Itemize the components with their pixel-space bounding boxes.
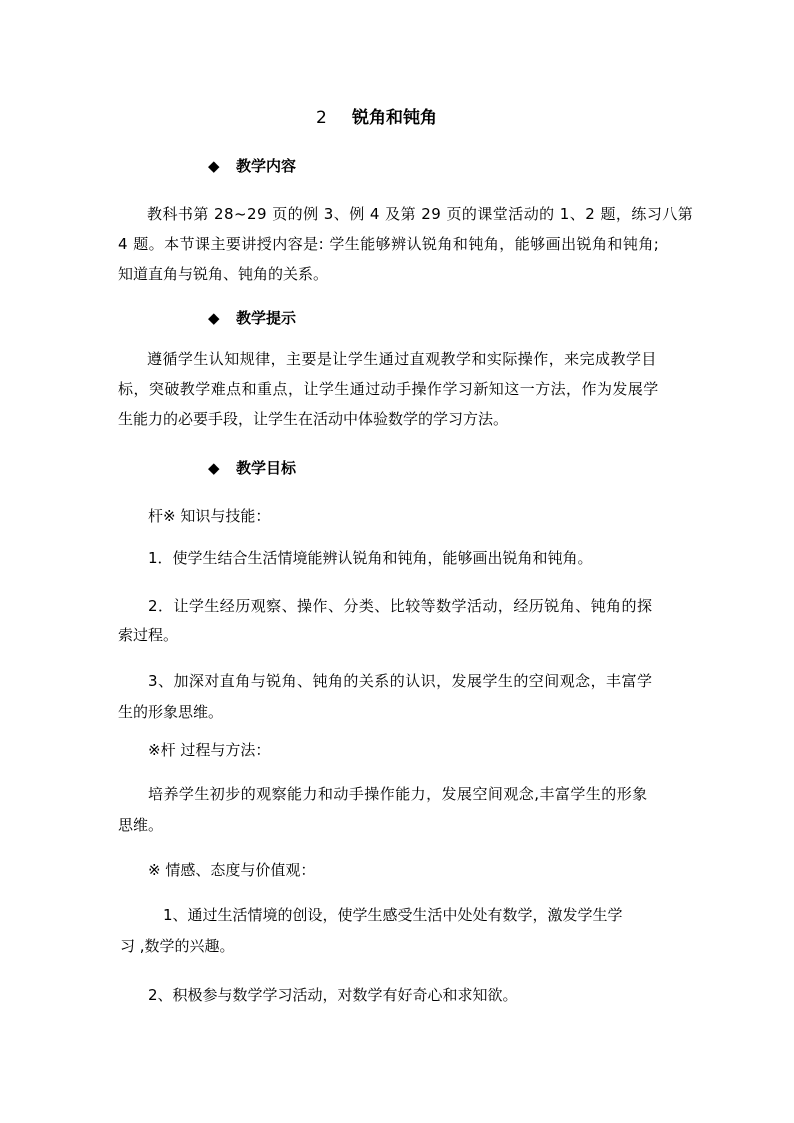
paragraph-line: 培养学生初步的观察能力和动手操作能力，发展空间观念,丰富学生的形象: [148, 785, 648, 803]
paragraph-line: 遵循学生认知规律，主要是让学生通过直观教学和实际操作，来完成教学目: [147, 350, 657, 368]
list-item: 1、通过生活情境的创设，使学生感受生活中处处有数学，激发学生学: [163, 906, 623, 924]
subsection-label-emotion: ※ 情感、态度与价值观：: [148, 861, 316, 879]
lesson-number: 2: [316, 108, 327, 128]
section-title: 教学提示: [236, 309, 297, 327]
list-item: 2、积极参与数学学习活动，对数学有好奇心和求知欲。: [148, 986, 518, 1004]
list-item-continuation: 索过程。: [118, 626, 179, 644]
page-title: [316, 108, 437, 128]
diamond-bullet-icon: ◆: [208, 459, 220, 477]
list-item: 2．让学生经历观察、操作、分类、比较等数学活动，经历锐角、钝角的探: [148, 597, 653, 615]
section-heading-content: [208, 156, 296, 176]
diamond-bullet-icon: ◆: [208, 309, 220, 327]
section-title: 教学内容: [236, 157, 297, 175]
section-heading-hints: [208, 308, 296, 328]
diamond-bullet-icon: ◆: [208, 157, 220, 175]
section-title: 教学目标: [236, 459, 297, 477]
paragraph-line: 思维。: [118, 816, 164, 834]
paragraph-line: 4 题。本节课主要讲授内容是: 学生能够辨认锐角和钝角，能够画出锐角和钝角;: [118, 235, 660, 253]
list-item: 1．使学生结合生活情境能辨认锐角和钝角，能够画出锐角和钝角。: [148, 549, 593, 567]
paragraph-line: 知道直角与锐角、钝角的关系。: [118, 265, 329, 283]
paragraph-line: 标，突破教学难点和重点，让学生通过动手操作学习新知这一方法，作为发展学: [118, 380, 659, 398]
section-heading-goals: [208, 458, 296, 478]
subsection-label-process: ※杆 过程与方法：: [148, 741, 271, 759]
list-item: 3、加深对直角与锐角、钝角的关系的认识，发展学生的空间观念，丰富学: [148, 672, 653, 690]
paragraph-line: 教科书第 28~29 页的例 3、例 4 及第 29 页的课堂活动的 1、2 题，练习八第: [147, 205, 694, 223]
subsection-label-knowledge: 杆※ 知识与技能：: [148, 507, 271, 525]
list-item-continuation: 生的形象思维。: [118, 703, 224, 721]
list-item-continuation: 习 ,数学的兴趣。: [120, 937, 235, 955]
paragraph-line: 生能力的必要手段，让学生在活动中体验数学的学习方法。: [118, 410, 509, 428]
lesson-title: 锐角和钝角: [352, 108, 437, 128]
